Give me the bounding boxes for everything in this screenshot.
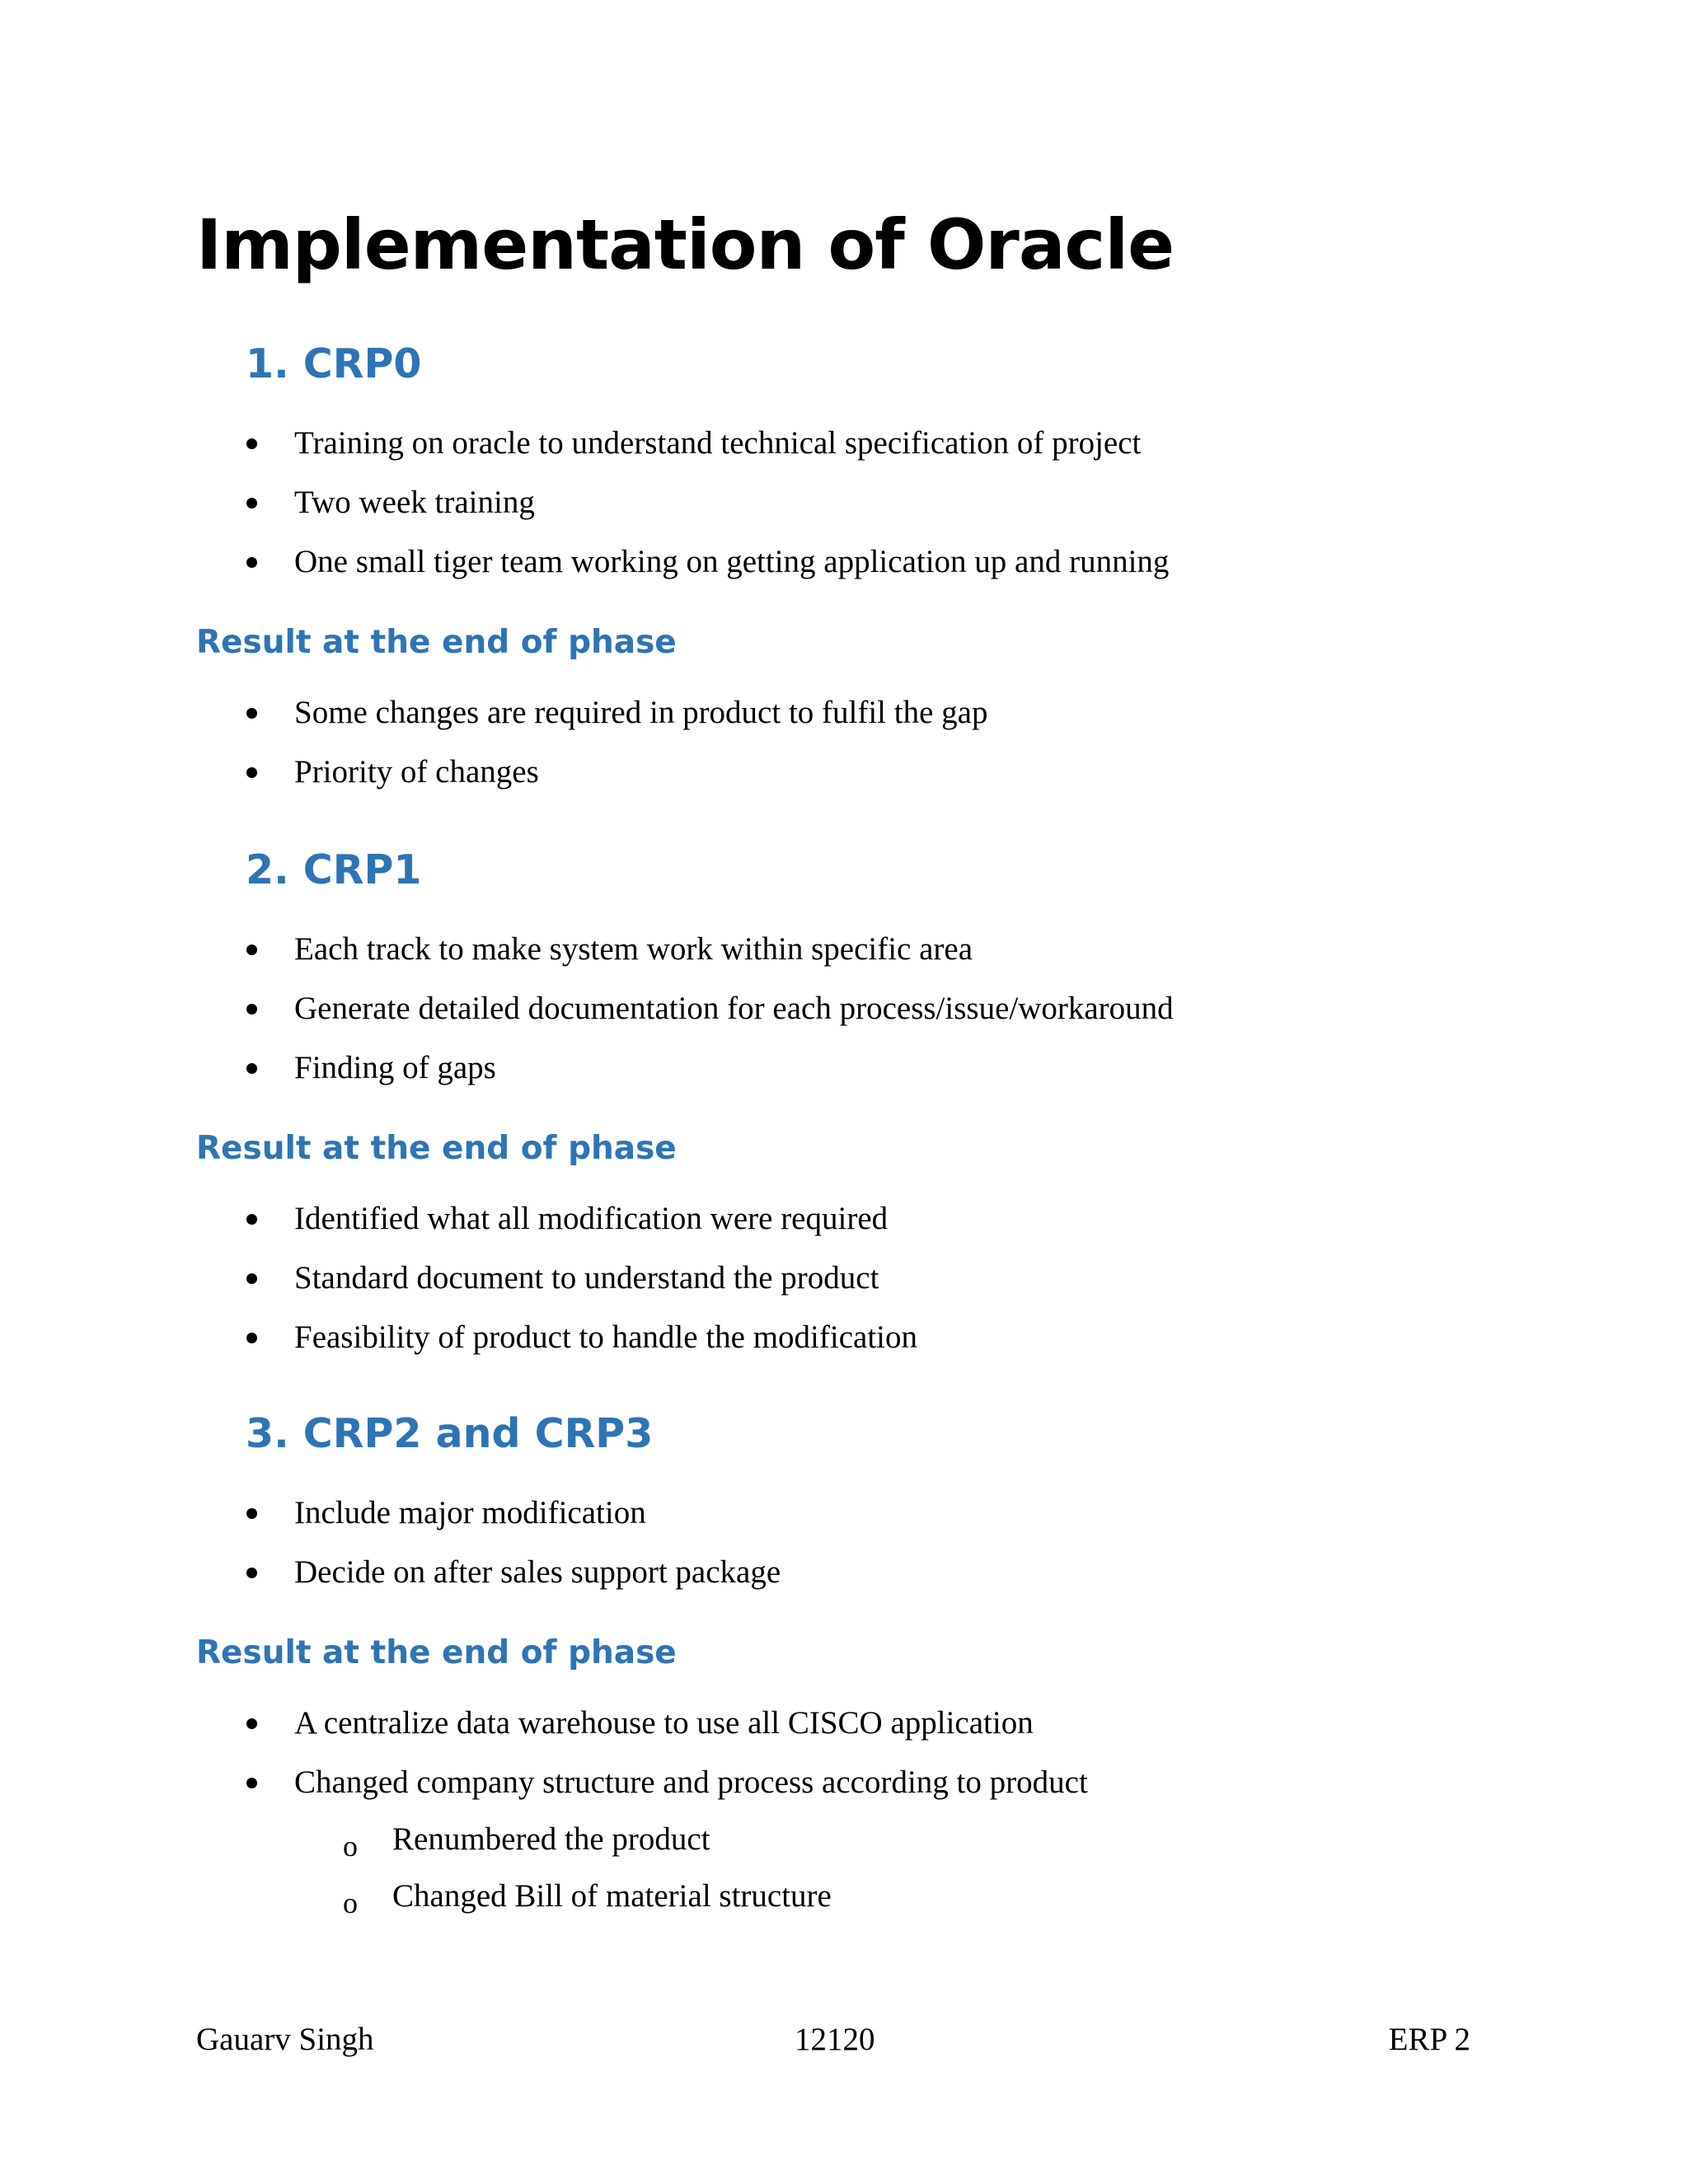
bullet-icon <box>246 438 257 449</box>
crp0-result-list <box>0 696 1688 815</box>
bullet-icon <box>246 708 257 719</box>
list-item: Finding of gaps <box>0 1052 1688 1111</box>
list-item: Two week training <box>0 486 1688 546</box>
bullet-icon <box>246 1333 257 1343</box>
result-heading-crp2-crp3: Result at the end of phase <box>196 1634 677 1671</box>
list-item: Feasibility of product to handle the modification <box>0 1321 1688 1380</box>
list-item: o Renumbered the product <box>343 1821 710 1863</box>
list-item: o Changed Bill of material structure <box>343 1878 832 1919</box>
hollow-circle-bullet-icon: o <box>343 1830 358 1863</box>
list-item: Some changes are required in product to fulfil the gap <box>0 696 1688 756</box>
crp0-bullet-list <box>0 427 1688 605</box>
hollow-circle-bullet-icon: o <box>343 1886 358 1919</box>
bullet-icon <box>246 557 257 568</box>
section-heading-crp2-crp3: 3. CRP2 and CRP3 <box>246 1410 654 1457</box>
crp2-crp3-result-list <box>0 1707 1688 1825</box>
crp2-crp3-sub-list <box>0 1823 1688 1937</box>
section-heading-crp1: 2. CRP1 <box>246 846 422 893</box>
footer-id: 12120 <box>795 2022 875 2057</box>
list-item: Generate detailed documentation for each process/issue/workaround <box>0 992 1688 1052</box>
footer-course: ERP 2 <box>1388 2022 1470 2057</box>
list-item: Include major modification <box>0 1497 1688 1556</box>
bullet-icon <box>246 1508 257 1519</box>
crp1-bullet-list <box>0 933 1688 1111</box>
result-heading-crp1: Result at the end of phase <box>196 1130 677 1167</box>
bullet-icon <box>246 1004 257 1015</box>
list-item: Each track to make system work within specific area <box>0 933 1688 992</box>
list-item: One small tiger team working on getting application up and running <box>0 546 1688 605</box>
crp1-result-list <box>0 1202 1688 1380</box>
bullet-icon <box>246 1718 257 1729</box>
list-item: Priority of changes <box>0 756 1688 815</box>
footer-author: Gauarv Singh <box>196 2022 374 2057</box>
section-heading-crp0: 1. CRP0 <box>246 340 422 387</box>
bullet-icon <box>246 1063 257 1074</box>
list-item: Identified what all modification were required <box>0 1202 1688 1262</box>
bullet-icon <box>246 1214 257 1225</box>
bullet-icon <box>246 944 257 955</box>
bullet-icon <box>246 1778 257 1788</box>
bullet-icon <box>246 1568 257 1578</box>
list-item: A centralize data warehouse to use all CISCO application <box>0 1707 1688 1766</box>
bullet-icon <box>246 1273 257 1284</box>
result-heading-crp0: Result at the end of phase <box>196 624 677 661</box>
bullet-icon <box>246 767 257 778</box>
bullet-icon <box>246 498 257 509</box>
list-item: Decide on after sales support package <box>0 1556 1688 1615</box>
list-item: Changed company structure and process according to product <box>0 1766 1688 1825</box>
list-item: Training on oracle to understand technical specification of project <box>0 427 1688 486</box>
crp2-crp3-bullet-list <box>0 1497 1688 1615</box>
page-title: Implementation of Oracle <box>196 204 1175 285</box>
list-item: Standard document to understand the product <box>0 1262 1688 1321</box>
